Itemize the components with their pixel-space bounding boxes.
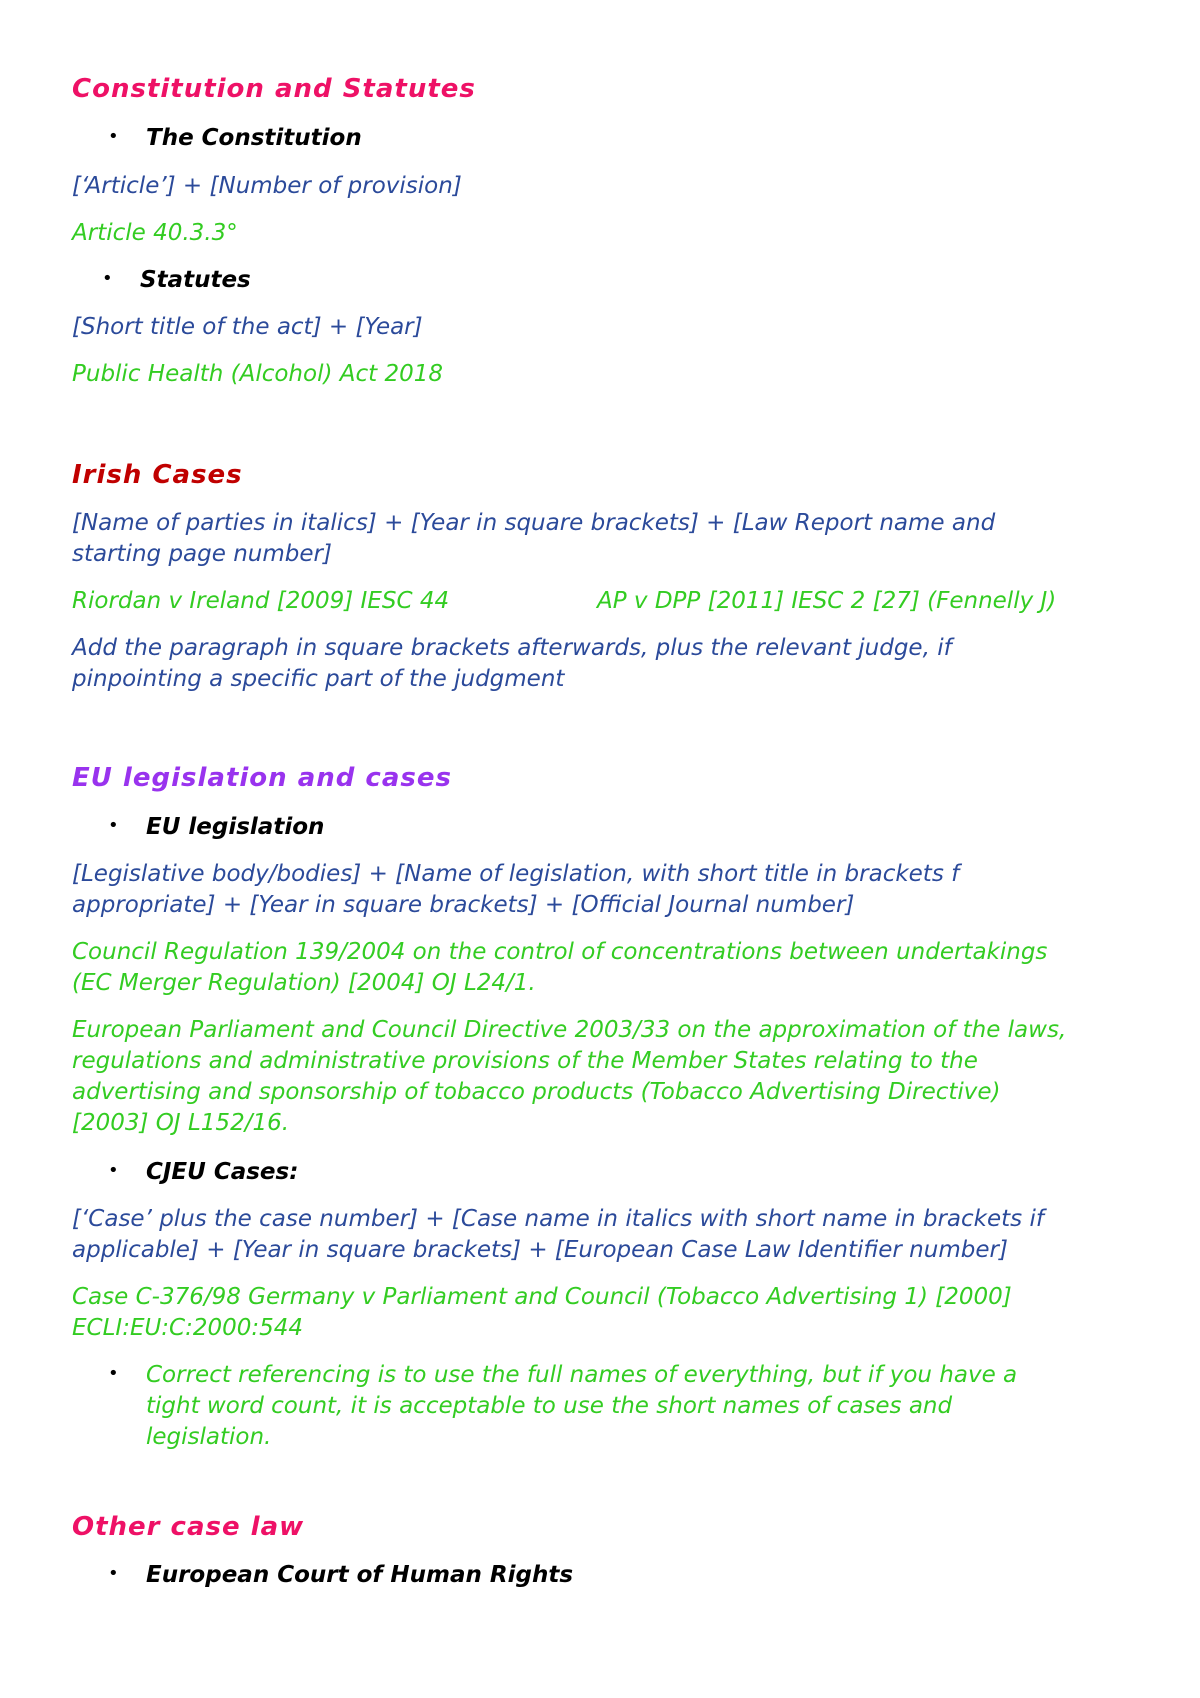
example-eu-2-line4: [2003] OJ L152/16. [72, 1110, 290, 1136]
tip-line3: legislation. [146, 1424, 272, 1450]
format-line-statutes: [Short title of the act] + [Year] [72, 314, 423, 340]
example-eu-1-line1: Council Regulation 139/2004 on the control of concentrations between undertakings [72, 939, 1048, 965]
subheading-cjeu: CJEU Cases: [146, 1159, 299, 1185]
tip-line1: Correct referencing is to use the full names of everything, but if you have a [146, 1362, 1018, 1388]
note-irish-2: pinpointing a specific part of the judgment [72, 666, 565, 692]
example-eu-2-line1: European Parliament and Council Directive 2003/33 on the approximation of the laws, [72, 1017, 1067, 1043]
tip-line2: tight word count, it is acceptable to use the short names of cases and [146, 1393, 953, 1419]
section-heading-constitution: Constitution and Statutes [72, 74, 476, 104]
note-irish-1: Add the paragraph in square brackets afterwards, plus the relevant judge, if [72, 635, 952, 661]
bullet-icon: • [108, 126, 119, 147]
bullet-icon: • [108, 815, 119, 836]
section-heading-other: Other case law [72, 1512, 305, 1542]
example-eu-2-line3: advertising and sponsorship of tobacco products (Tobacco Advertising Directive) [72, 1079, 1001, 1105]
format-line-cjeu-2: applicable] + [Year in square brackets] + [European Case Law Identifier number] [72, 1237, 1008, 1263]
bullet-icon: • [108, 1563, 119, 1584]
example-statutes: Public Health (Alcohol) Act 2018 [72, 361, 443, 387]
bullet-icon: • [108, 1160, 119, 1181]
example-constitution: Article 40.3.3° [72, 220, 238, 246]
bullet-icon: • [102, 268, 113, 289]
subheading-echr: European Court of Human Rights [146, 1562, 574, 1588]
example-eu-2-line2: regulations and administrative provisions of the Member States relating to the [72, 1048, 978, 1074]
subheading-constitution: The Constitution [146, 125, 362, 151]
example-cjeu-line1: Case C-376/98 Germany v Parliament and Council (Tobacco Advertising 1) [2000] [72, 1284, 1012, 1310]
format-line-eu-2: appropriate] + [Year in square brackets] + [Official Journal number] [72, 892, 855, 918]
example-irish-1: Riordan v Ireland [2009] IESC 44 [72, 588, 450, 614]
format-line-constitution: [‘Article’] + [Number of provision] [72, 173, 462, 199]
bullet-icon: • [108, 1363, 119, 1384]
section-heading-eu: EU legislation and cases [72, 763, 452, 793]
subheading-statutes: Statutes [140, 267, 251, 293]
example-eu-1-line2: (EC Merger Regulation) [2004] OJ L24/1. [72, 970, 536, 996]
format-line-irish-2: starting page number] [72, 541, 332, 567]
example-irish-2: AP v DPP [2011] IESC 2 [27] (Fennelly J) [597, 588, 1057, 614]
example-cjeu-line2: ECLI:EU:C:2000:544 [72, 1315, 304, 1341]
section-heading-irish-cases: Irish Cases [72, 460, 243, 490]
format-line-cjeu-1: [‘Case’ plus the case number] + [Case name in italics with short name in brackets if [72, 1206, 1044, 1232]
subheading-eu-legislation: EU legislation [146, 814, 325, 840]
format-line-eu-1: [Legislative body/bodies] + [Name of legislation, with short title in brackets f [72, 861, 960, 887]
format-line-irish-1: [Name of parties in italics] + [Year in square brackets] + [Law Report name and [72, 510, 996, 536]
